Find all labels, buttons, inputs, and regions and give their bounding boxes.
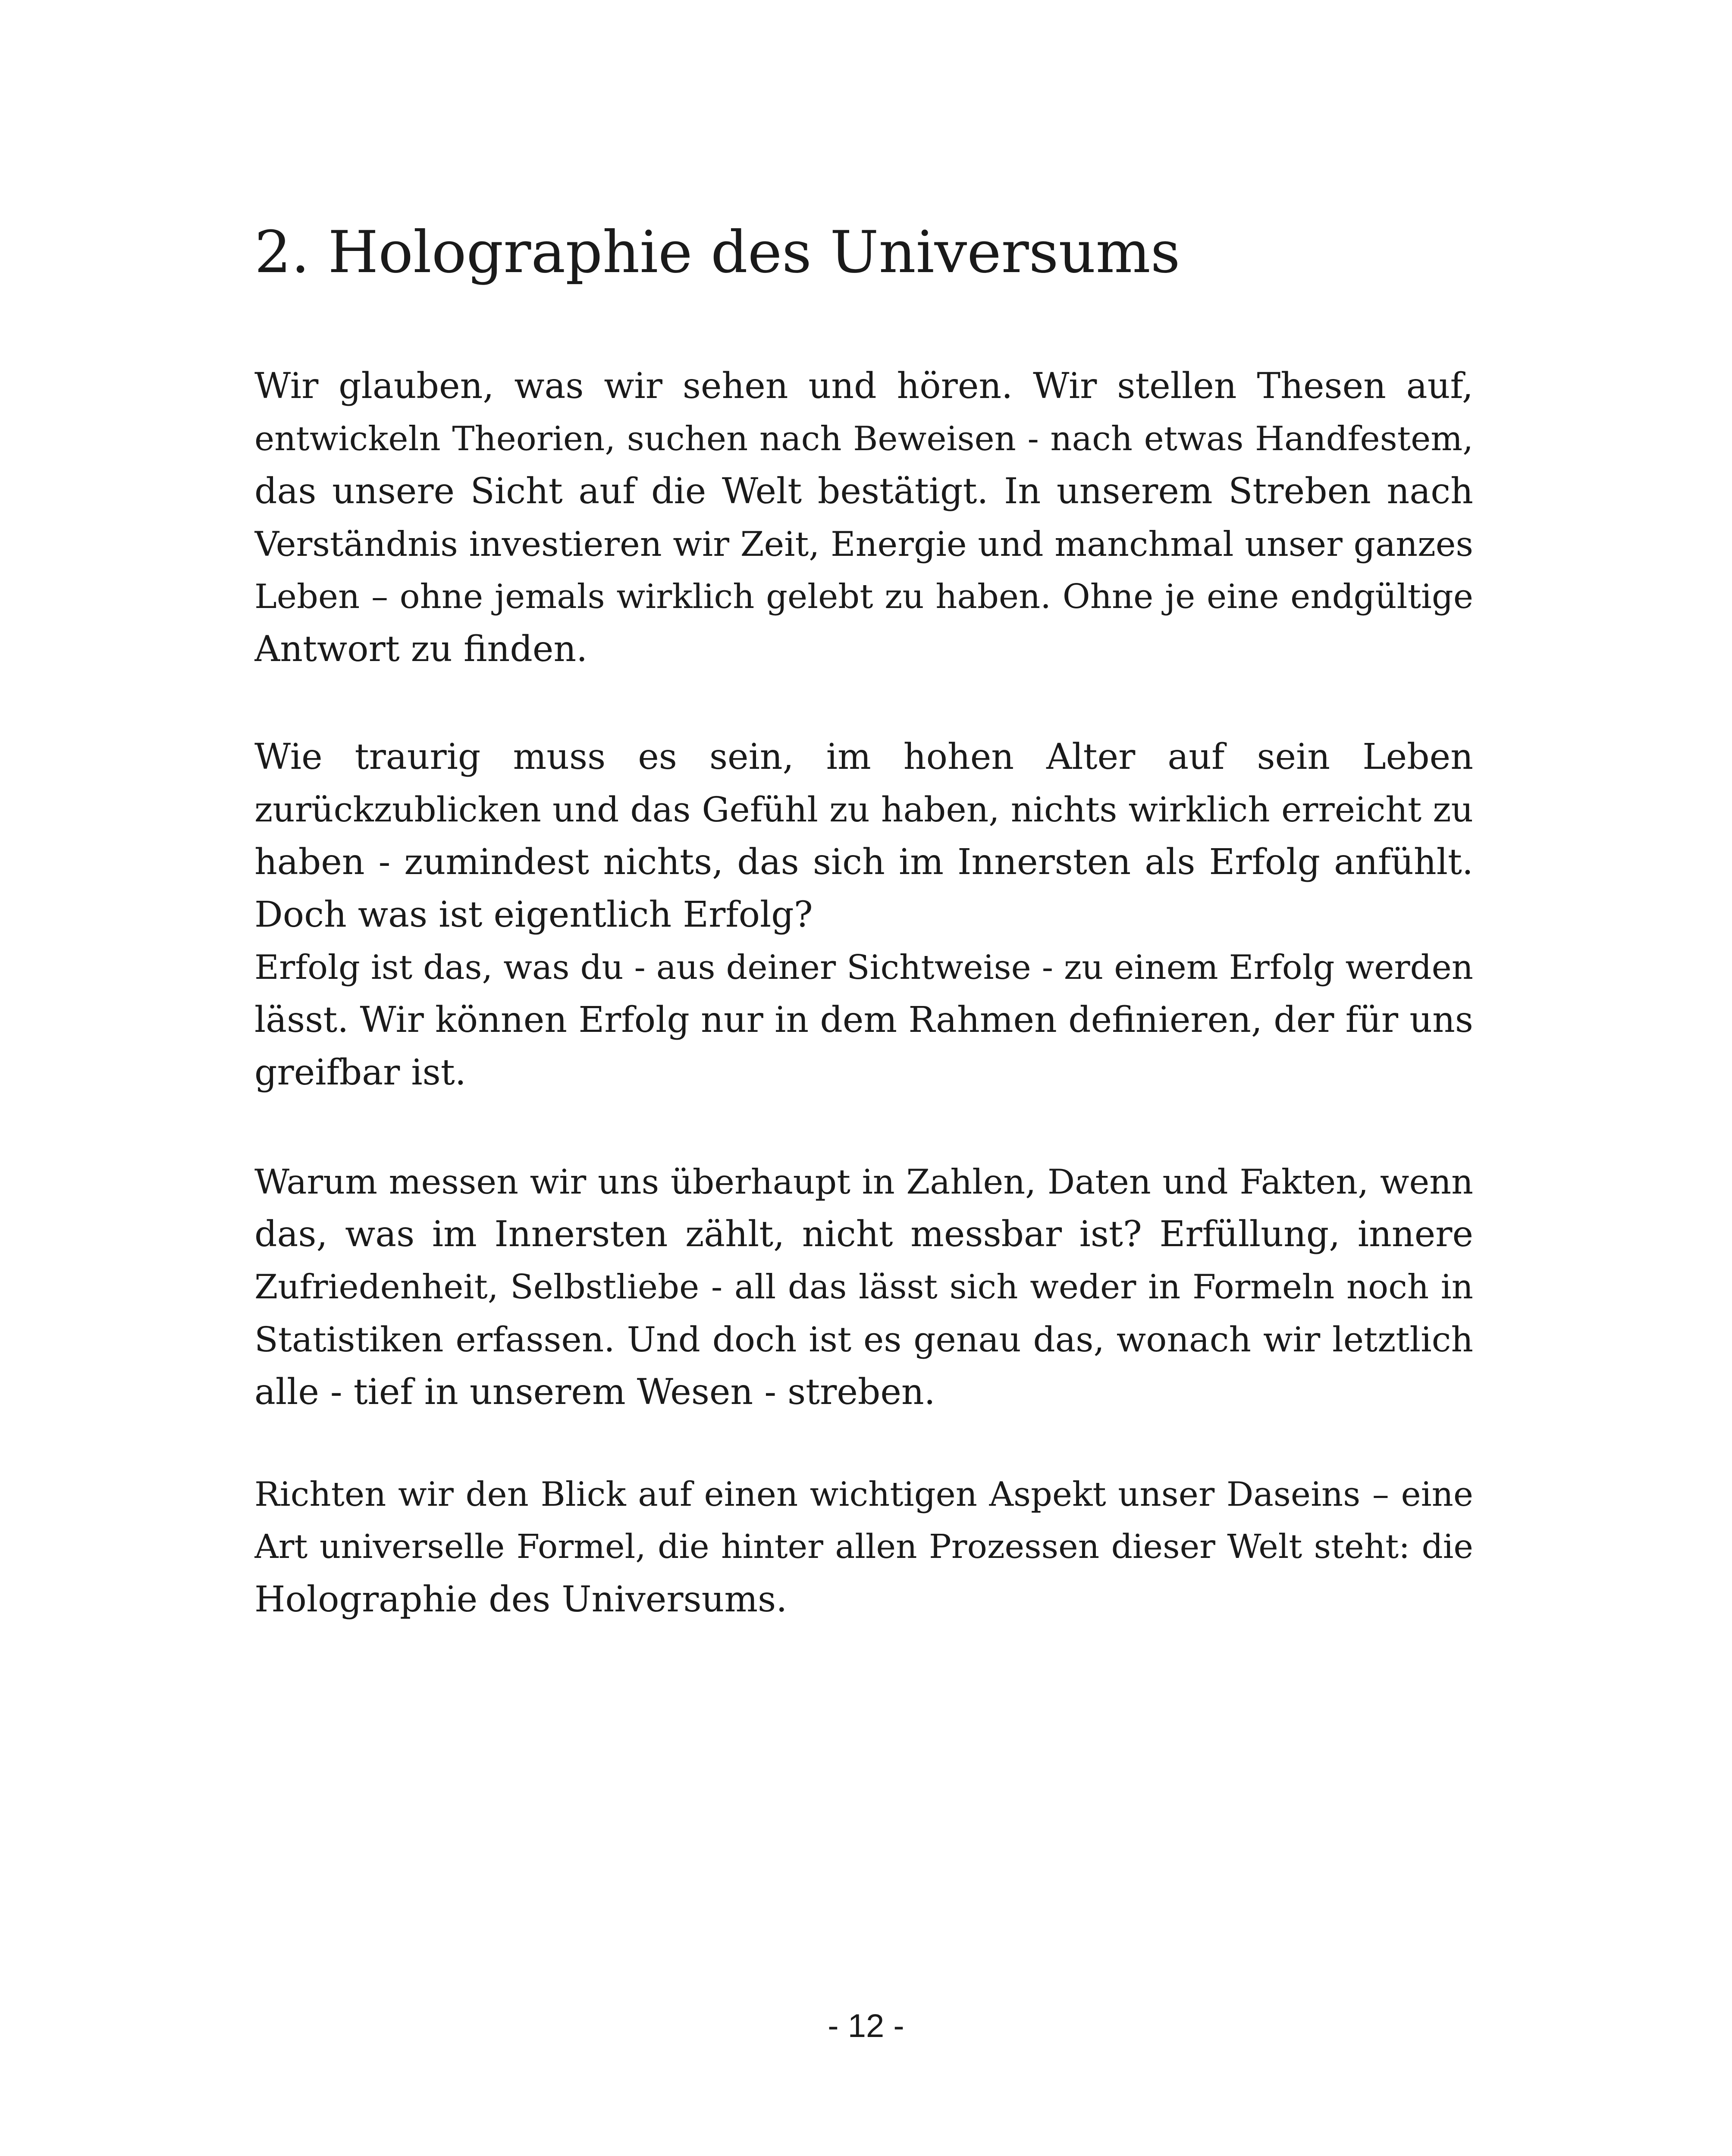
chapter-title: 2. Holographie des Universums xyxy=(254,219,1180,286)
text-line: Art universelle Formel, die hinter allen Prozessen dieser Welt steht: die xyxy=(254,1528,1473,1566)
text-line: Antwort zu finden. xyxy=(254,629,588,670)
text-line: Holographie des Universums. xyxy=(254,1579,788,1620)
page-number: - 12 - xyxy=(828,2008,904,2044)
paragraph-4 xyxy=(254,1468,1473,1626)
text-line: das, was im Innersten zählt, nicht messbar ist? Erfüllung, innere xyxy=(254,1214,1473,1255)
text-line: haben - zumindest nichts, das sich im Innersten als Erfolg anfühlt. xyxy=(254,842,1473,883)
text-line: entwickeln Theorien, suchen nach Beweisen - nach etwas Handfestem, xyxy=(254,420,1473,458)
text-line: lässt. Wir können Erfolg nur in dem Rahmen definieren, der für uns xyxy=(254,1000,1473,1040)
text-line: zurückzublicken und das Gefühl zu haben, nichts wirklich erreicht zu xyxy=(254,790,1473,830)
paragraph-1 xyxy=(254,360,1473,676)
text-line: Wie traurig muss es sein, im hohen Alter auf sein Leben xyxy=(254,736,1473,777)
text-line: Leben – ohne jemals wirklich gelebt zu haben. Ohne je eine endgültige xyxy=(254,577,1473,616)
text-line: Verständnis investieren wir Zeit, Energie und manchmal unser ganzes xyxy=(254,524,1473,564)
text-line: Wir glauben, was wir sehen und hören. Wir stellen Thesen auf, xyxy=(254,366,1473,407)
text-line: Richten wir den Blick auf einen wichtigen Aspekt unser Daseins – eine xyxy=(254,1475,1473,1514)
text-line: Warum messen wir uns überhaupt in Zahlen, Daten und Fakten, wenn xyxy=(254,1162,1473,1202)
text-line: Zufriedenheit, Selbstliebe - all das lässt sich weder in Formeln noch in xyxy=(254,1268,1473,1307)
paragraph-2 xyxy=(254,731,1473,1099)
text-line: Doch was ist eigentlich Erfolg? xyxy=(254,894,813,935)
text-line: alle - tief in unserem Wesen - streben. xyxy=(254,1372,935,1413)
text-line: Erfolg ist das, was du - aus deiner Sichtweise - zu einem Erfolg werden xyxy=(254,948,1473,987)
text-line: greifbar ist. xyxy=(254,1052,466,1093)
text-line: das unsere Sicht auf die Welt bestätigt. In unserem Streben nach xyxy=(254,471,1473,512)
text-line: Statistiken erfassen. Und doch ist es genau das, wonach wir letztlich xyxy=(254,1319,1473,1360)
paragraph-3 xyxy=(254,1156,1473,1419)
